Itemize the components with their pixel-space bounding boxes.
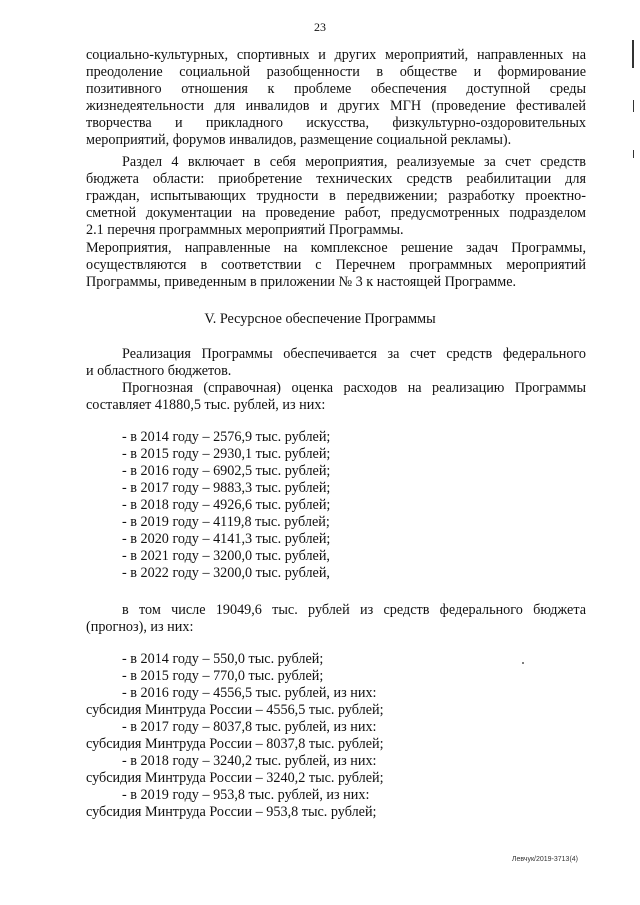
list-item: - в 2017 году – 9883,3 тыс. рублей; bbox=[122, 480, 331, 496]
list-item: - в 2015 году – 2930,1 тыс. рублей; bbox=[122, 446, 331, 462]
scan-artifact bbox=[522, 662, 524, 664]
paragraph-line: социально-культурных, спортивных и других мероприятий, направленных на bbox=[86, 47, 586, 63]
paragraph-line: преодоление социальной разобщенности в обществе и формирование bbox=[86, 64, 586, 80]
list-item: - в 2014 году – 550,0 тыс. рублей; bbox=[122, 651, 324, 667]
list-item: - в 2016 году – 4556,5 тыс. рублей, из них: bbox=[122, 685, 377, 701]
paragraph-line: творчества и прикладного искусства, физкультурно-оздоровительных bbox=[86, 115, 586, 131]
paragraph-line: Программы, приведенным в приложении № 3 к настоящей Программе. bbox=[86, 274, 517, 290]
list-item: - в 2019 году – 4119,8 тыс. рублей; bbox=[122, 514, 330, 530]
paragraph-line: Прогнозная (справочная) оценка расходов на реализацию Программы bbox=[122, 380, 586, 396]
section-heading: V. Ресурсное обеспечение Программы bbox=[204, 311, 436, 327]
list-item: - в 2020 году – 4141,3 тыс. рублей; bbox=[122, 531, 331, 547]
list-item: - в 2015 году – 770,0 тыс. рублей; bbox=[122, 668, 324, 684]
list-item: - в 2021 году – 3200,0 тыс. рублей, bbox=[122, 548, 330, 564]
paragraph-line: в том числе 19049,6 тыс. рублей из средств федерального бюджета bbox=[122, 602, 586, 618]
paragraph-line: граждан, испытывающих трудности в передвижении; разработку проектно- bbox=[86, 188, 586, 204]
list-item: - в 2017 году – 8037,8 тыс. рублей, из них: bbox=[122, 719, 377, 735]
document-footer: Левчук/2019-3713(4) bbox=[511, 856, 578, 863]
list-item: - в 2018 году – 3240,2 тыс. рублей, из них: bbox=[122, 753, 377, 769]
paragraph-line: бюджета области: приобретение технических средств реабилитации для bbox=[86, 171, 586, 187]
scan-artifact bbox=[633, 100, 634, 112]
paragraph-line: Реализация Программы обеспечивается за счет средств федерального bbox=[122, 346, 586, 362]
paragraph-line: мероприятий, форумов инвалидов, размещение социальной рекламы). bbox=[86, 132, 512, 148]
scan-artifact bbox=[632, 40, 634, 68]
paragraph-line: (прогноз), из них: bbox=[86, 619, 194, 635]
paragraph-line: и областного бюджетов. bbox=[86, 363, 232, 379]
paragraph-line: сметной документации на проведение работ, предусмотренных подразделом bbox=[86, 205, 586, 221]
list-item: субсидия Минтруда России – 4556,5 тыс. рублей; bbox=[86, 702, 384, 718]
list-item: субсидия Минтруда России – 8037,8 тыс. рублей; bbox=[86, 736, 384, 752]
paragraph-line: осуществляются в соответствии с Перечнем программных мероприятий bbox=[86, 257, 586, 273]
paragraph-line: жизнедеятельности для инвалидов и других МГН (проведение фестивалей bbox=[86, 98, 586, 114]
paragraph-line: Мероприятия, направленные на комплексное решение задач Программы, bbox=[86, 240, 586, 256]
scan-artifact bbox=[633, 150, 634, 158]
list-item: - в 2018 году – 4926,6 тыс. рублей; bbox=[122, 497, 331, 513]
list-item: - в 2022 году – 3200,0 тыс. рублей, bbox=[122, 565, 330, 581]
paragraph-line: Раздел 4 включает в себя мероприятия, реализуемые за счет средств bbox=[122, 154, 586, 170]
list-item: - в 2016 году – 6902,5 тыс. рублей; bbox=[122, 463, 331, 479]
paragraph-line: составляет 41880,5 тыс. рублей, из них: bbox=[86, 397, 326, 413]
list-item: субсидия Минтруда России – 3240,2 тыс. рублей; bbox=[86, 770, 384, 786]
page-number: 23 bbox=[314, 20, 326, 34]
list-item: - в 2014 году – 2576,9 тыс. рублей; bbox=[122, 429, 331, 445]
list-item: - в 2019 году – 953,8 тыс. рублей, из них: bbox=[122, 787, 370, 803]
list-item: субсидия Минтруда России – 953,8 тыс. рублей; bbox=[86, 804, 377, 820]
paragraph-line: позитивного отношения к проблеме обеспечения доступной среды bbox=[86, 81, 586, 97]
paragraph-line: 2.1 перечня программных мероприятий Программы. bbox=[86, 222, 404, 238]
